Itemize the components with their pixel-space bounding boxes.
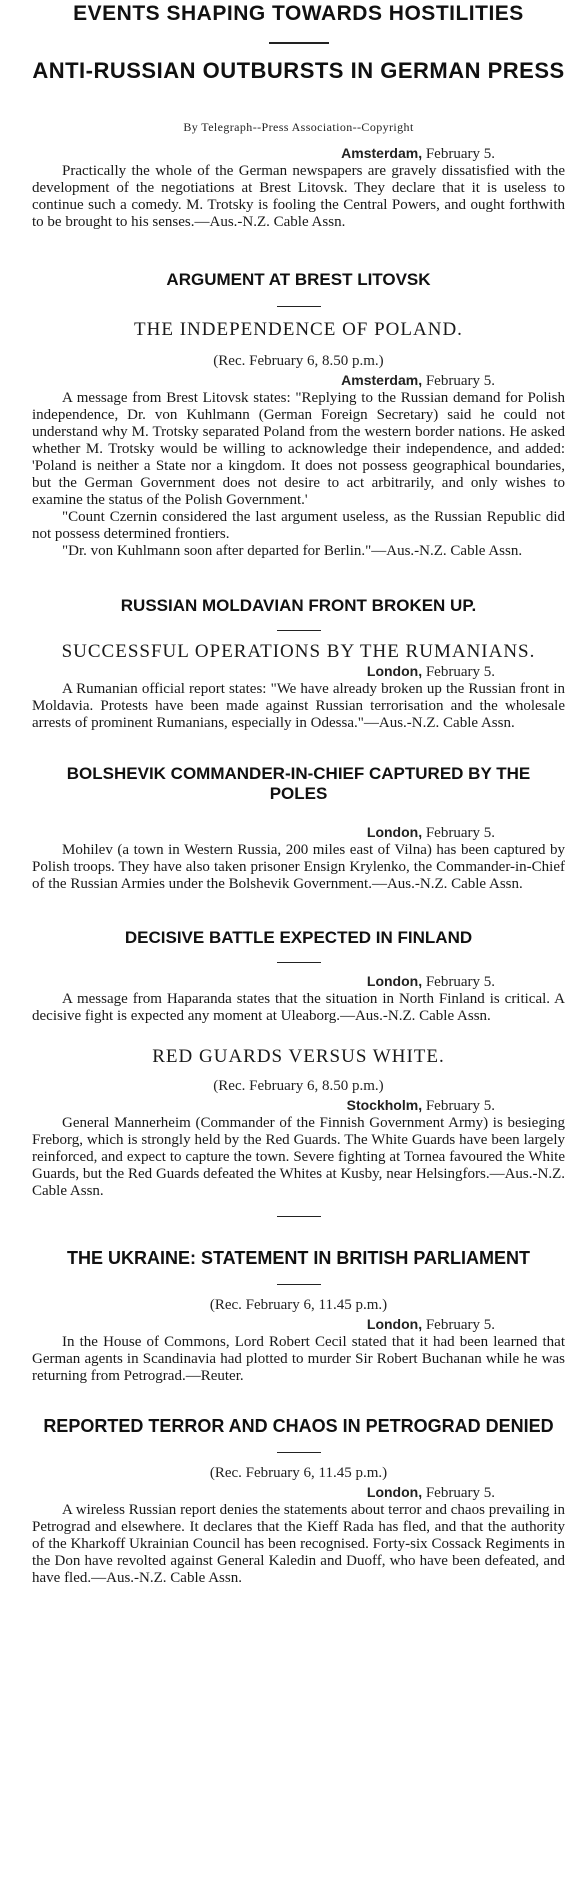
paragraph: A Rumanian official report states: "We have already broken up the Russian front in Moldavia. Protests have been made against Russian terrorisation and the wholesale arrests of prominent Rumanians, especially in Odessa."—Aus.-N.Z. Cable Assn. <box>32 681 565 731</box>
article-body <box>32 681 565 732</box>
paragraph: General Mannerheim (Commander of the Finnish Government Army) is besieging Freborg, which is strongly held by the Red Guards. The White Guards have been largely reinforced, and expect to capture the town. Severe fighting at Tornea favoured the White Guards, but the Red Guards defeated the Whites at Kusby, near Helsingfors.—Aus.-N.Z. Cable Assn. <box>32 1115 565 1199</box>
article-headline: THE UKRAINE: STATEMENT IN BRITISH PARLIAMENT <box>67 1248 530 1268</box>
article-body <box>32 163 565 231</box>
article-red-guards <box>0 1046 575 1217</box>
main-headline: EVENTS SHAPING TOWARDS HOSTILITIES <box>73 2 524 25</box>
dateline-place: London, <box>366 824 423 840</box>
paragraph: Mohilev (a town in Western Russia, 200 miles east of Vilna) has been captured by Polish troops. They have also taken prisoner Ensign Krylenko, the Commander-in-Chief of the Russian Armies under the Bolshevik Government.—Aus.-N.Z. Cable Assn. <box>32 842 565 892</box>
paragraph: "Dr. von Kuhlmann soon after departed for Berlin."—Aus.-N.Z. Cable Assn. <box>62 543 523 559</box>
paragraph: Practically the whole of the German newspapers are gravely dissatisfied with the development of the negotiations at Brest Litovsk. They declare that it is useless to continue such a comedy. M. Trotsky is fooling the Central Powers, and ought forthwith to be brought to his senses.—Aus.-N.Z. Cable Assn. <box>32 163 565 230</box>
article-moldavian-front <box>0 596 575 732</box>
dateline-place: London, <box>366 1484 423 1500</box>
dateline <box>32 1316 565 1334</box>
dateline-date: February 5. <box>425 373 495 389</box>
dateline-date: February 5. <box>425 1485 495 1501</box>
main-headline-block <box>0 0 575 44</box>
article-bolshevik-commander <box>0 764 575 893</box>
divider <box>277 962 321 963</box>
paragraph: "Count Czernin considered the last argument useless, as the Russian Republic did not possess determined frontiers. <box>32 509 565 542</box>
article-subheadline: SUCCESSFUL OPERATIONS BY THE RUMANIANS. <box>61 641 536 662</box>
divider <box>277 1216 321 1217</box>
dateline-date: February 5. <box>425 1317 495 1333</box>
dateline-date: February 5. <box>425 146 495 162</box>
received-line: (Rec. February 6, 11.45 p.m.) <box>209 1297 388 1313</box>
paragraph: A message from Brest Litovsk states: "Replying to the Russian demand for Polish independence, Dr. von Kuhlmann (German Foreign Secretary) said he could not understand why M. Trotsky separated Poland from the western border nations. He asked whether M. Trotsky would be willing to acknowledge their independence, and added: 'Poland is neither a State nor a kingdom. It does not possess geographical boundaries, but the German Government does not desire to act arbitrarily, and only wishes to examine the status of the Polish Government.' <box>32 390 565 508</box>
dateline-place: Amsterdam, <box>341 145 423 161</box>
dateline <box>32 663 565 681</box>
article-body <box>32 390 565 560</box>
article-ukraine <box>0 1248 575 1385</box>
article-finland-battle <box>0 928 575 1025</box>
dateline-place: London, <box>366 1316 423 1332</box>
divider <box>277 1452 321 1453</box>
article-petrograd-denied <box>0 1416 575 1587</box>
article-brest-litovsk <box>0 270 575 560</box>
divider <box>269 42 329 44</box>
dateline-date: February 5. <box>425 825 495 841</box>
article-body <box>32 1115 565 1200</box>
article-body <box>32 1334 565 1385</box>
article-body <box>32 1502 565 1587</box>
dateline <box>32 145 565 163</box>
divider <box>277 1284 321 1285</box>
dateline-date: February 5. <box>425 664 495 680</box>
dateline <box>32 824 565 842</box>
article-headline: BOLSHEVIK COMMANDER-IN-CHIEF CAPTURED BY THE POLES <box>66 764 531 803</box>
paragraph: In the House of Commons, Lord Robert Cecil stated that it had been learned that German agents in Scandinavia had plotted to murder Sir Robert Buchanan while he was returning from Petrograd.—Reuter. <box>32 1334 565 1384</box>
article-body <box>32 991 565 1025</box>
article-headline: REPORTED TERROR AND CHAOS IN PETROGRAD DENIED <box>43 1416 554 1436</box>
dateline <box>32 372 565 390</box>
received-line: (Rec. February 6, 8.50 p.m.) <box>213 1078 384 1094</box>
article-subheadline: THE INDEPENDENCE OF POLAND. <box>134 319 463 340</box>
article-anti-russian <box>0 56 575 231</box>
dateline-date: February 5. <box>425 1098 495 1114</box>
article-body <box>32 842 565 893</box>
divider <box>277 630 321 631</box>
dateline-place: Stockholm, <box>346 1097 423 1113</box>
article-headline: RED GUARDS VERSUS WHITE. <box>152 1046 445 1067</box>
dateline-place: London, <box>366 663 423 679</box>
byline: By Telegraph--Press Association--Copyright <box>183 120 414 134</box>
article-headline: ANTI-RUSSIAN OUTBURSTS IN GERMAN PRESS <box>32 58 565 83</box>
paragraph: A message from Haparanda states that the situation in North Finland is critical. A decisive fight is expected any moment at Uleaborg.—Aus.-N.Z. Cable Assn. <box>32 991 565 1024</box>
divider <box>277 306 321 307</box>
dateline <box>32 1484 565 1502</box>
dateline <box>32 973 565 991</box>
dateline <box>32 1097 565 1115</box>
paragraph: A wireless Russian report denies the statements about terror and chaos prevailing in Petrograd and elsewhere. It declares that the Kieff Rada has fled, and that the authority of the Kharkoff Ukrainian Council has been recognised. Forty-six Cossack Regiments in the Don have revolted against General Kaledin and Duoff, who have been defeated, and have fled.—Aus.-N.Z. Cable Assn. <box>32 1502 565 1586</box>
received-line: (Rec. February 6, 8.50 p.m.) <box>213 353 384 369</box>
dateline-date: February 5. <box>425 974 495 990</box>
dateline-place: London, <box>366 973 423 989</box>
received-line: (Rec. February 6, 11.45 p.m.) <box>209 1465 388 1481</box>
article-headline: ARGUMENT AT BREST LITOVSK <box>166 270 431 289</box>
dateline-place: Amsterdam, <box>341 372 423 388</box>
article-headline: DECISIVE BATTLE EXPECTED IN FINLAND <box>124 928 473 947</box>
article-headline: RUSSIAN MOLDAVIAN FRONT BROKEN UP. <box>120 596 477 615</box>
